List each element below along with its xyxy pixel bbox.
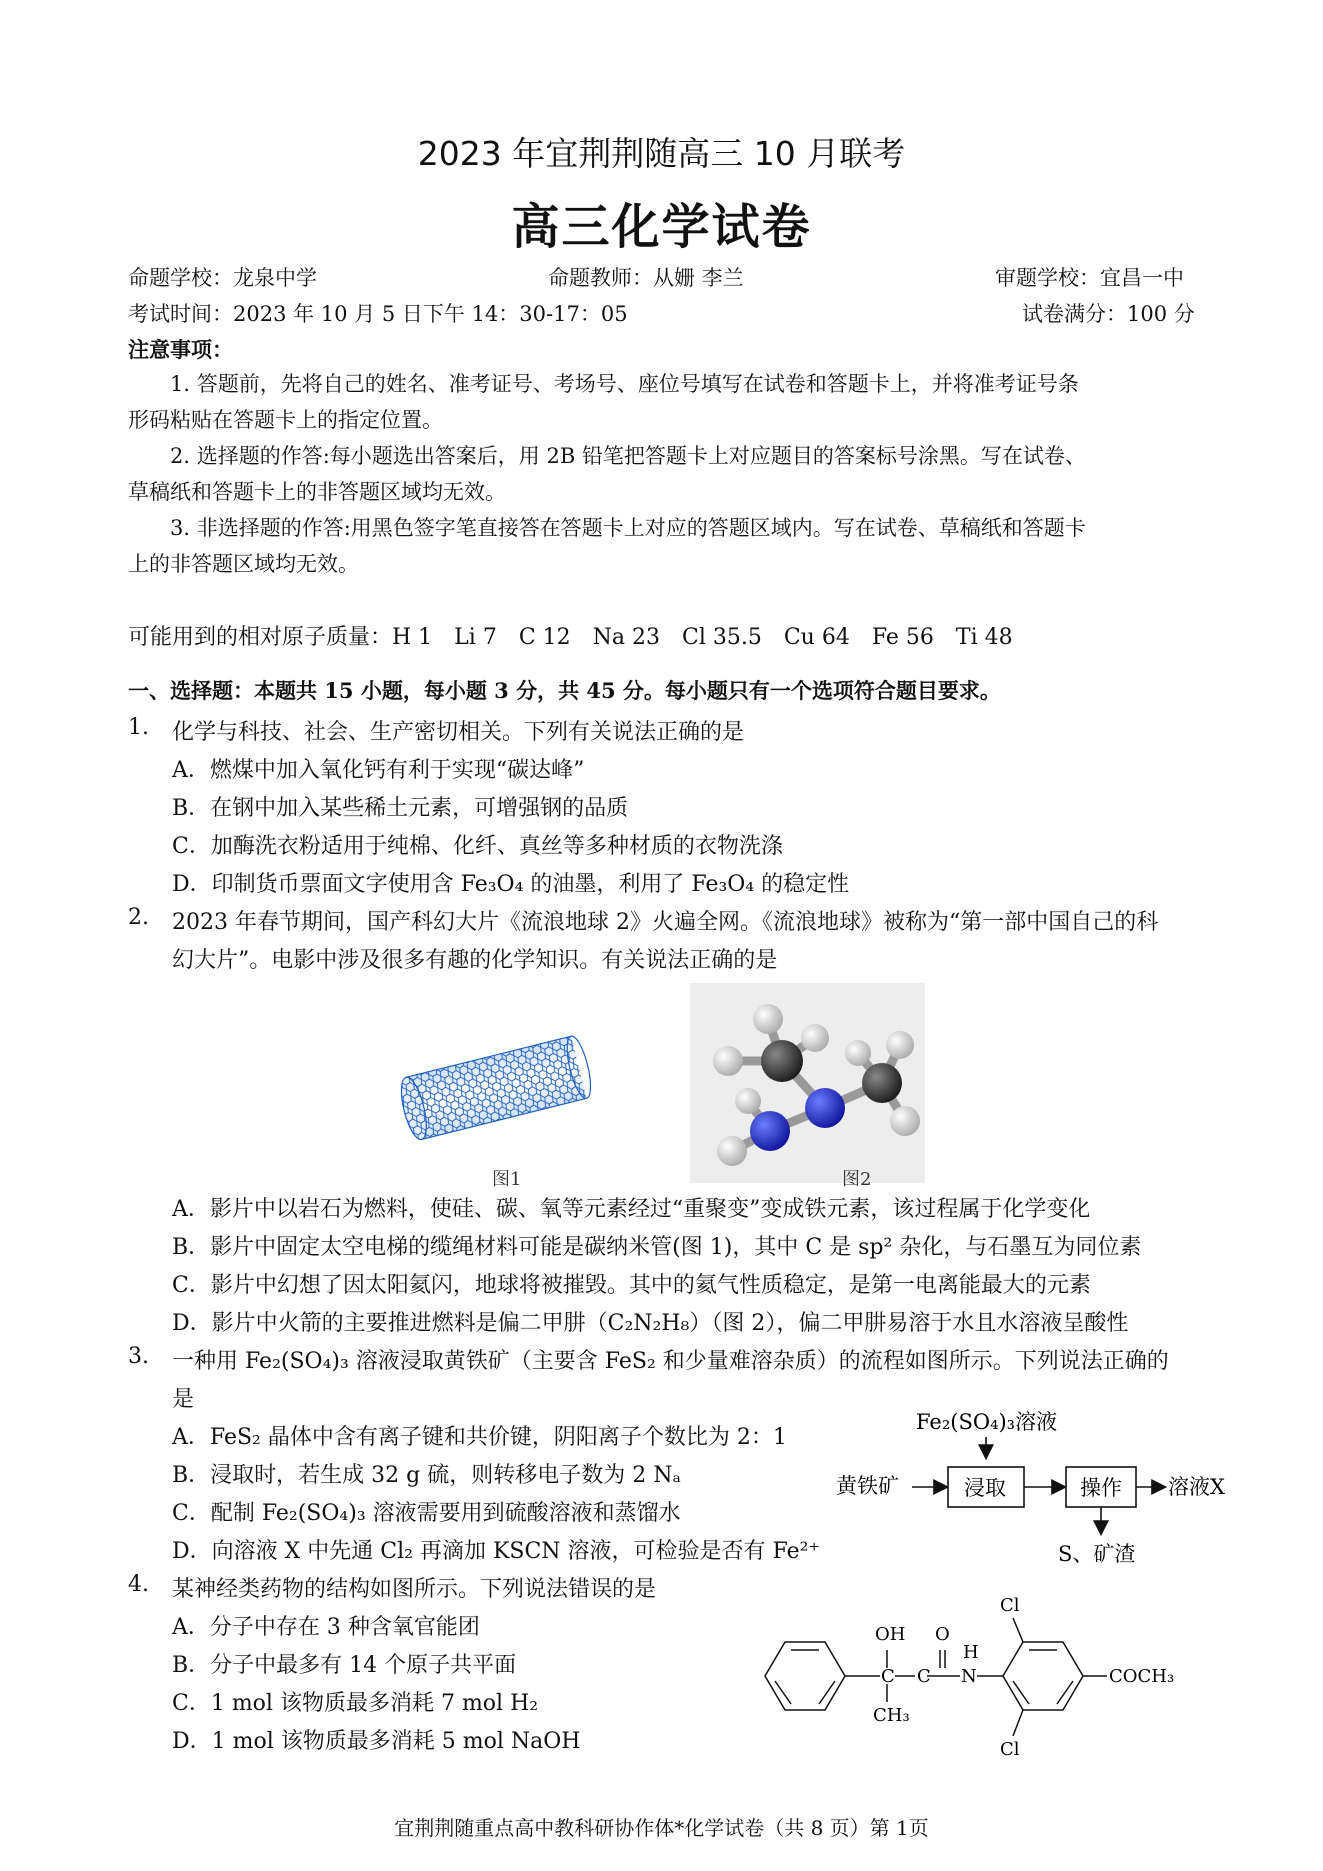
flow-input-label: 黄铁矿 <box>836 1474 899 1498</box>
carbon-nanotube-figure <box>400 1015 605 1165</box>
q1-option-b: B．在钢中加入某些稀土元素，可增强钢的品质 <box>172 796 629 821</box>
q2-option-d: D．影片中火箭的主要推进燃料是偏二甲肼（C₂N₂H₈）（图 2），偏二甲肼易溶于水且水溶液呈酸性 <box>172 1311 1129 1336</box>
figure-2-caption: 图2 <box>842 1169 872 1190</box>
molecule-figure <box>690 983 925 1183</box>
page-footer: 宜荆荆随重点高中教科研协作体*化学试卷（共 8 页）第 1页 <box>394 1816 929 1840</box>
q1-option-a: A．燃煤中加入氧化钙有利于实现“碳达峰” <box>172 758 585 783</box>
question-number: 1. <box>128 715 149 740</box>
q1-option-c: C．加酶洗衣粉适用于纯棉、化纤、真丝等多种材质的衣物洗涤 <box>172 834 783 859</box>
flow-step2-label: 操作 <box>1080 1476 1122 1500</box>
atomic-masses: 可能用到的相对原子质量：H 1 Li 7 C 12 Na 23 Cl 35.5 Cu 64 Fe 56 Ti 48 <box>128 625 1013 650</box>
flow-output-label: 溶液X <box>1168 1475 1225 1499</box>
question-3 <box>128 1344 1169 1374</box>
paper-title: 高三化学试卷 <box>511 199 812 255</box>
drug-structure-figure <box>755 1578 1215 1788</box>
chloro-bottom-label: Cl <box>1000 1739 1020 1760</box>
question-stem: 化学与科技、社会、生产密切相关。下列有关说法正确的是 <box>172 720 745 745</box>
carbonyl-carbon-label: C <box>917 1666 931 1687</box>
methyl-label: CH₃ <box>873 1705 910 1726</box>
flow-step1-label: 浸取 <box>964 1476 1006 1500</box>
q3-option-d: D．向溶液 X 中先通 Cl₂ 再滴加 KSCN 溶液，可检验是否有 Fe²⁺ <box>172 1539 821 1564</box>
notice-item-1-line2: 形码粘贴在答题卡上的指定位置。 <box>128 408 443 432</box>
q3-option-b: B．浸取时，若生成 32 g 硫，则转移电子数为 2 Nₐ <box>172 1463 681 1488</box>
setter-school: 命题学校：龙泉中学 <box>128 266 317 290</box>
question-stem-line2: 幻大片”。电影中涉及很多有趣的化学知识。有关说法正确的是 <box>172 948 778 973</box>
exam-title: 2023 年宜荆荆随高三 10 月联考 <box>417 134 906 173</box>
acetyl-label: COCH₃ <box>1109 1666 1175 1687</box>
figure-1-caption: 图1 <box>492 1169 522 1190</box>
section-1-heading: 一、选择题：本题共 15 小题，每小题 3 分，共 45 分。每小题只有一个选项符合题目要求。 <box>128 678 1001 703</box>
q4-option-a: A．分子中存在 3 种含氧官能团 <box>172 1615 480 1640</box>
q2-option-c: C．影片中幻想了因太阳氦闪，地球将被摧毁。其中的氦气性质稳定，是第一电离能最大的元素 <box>172 1273 1091 1298</box>
question-stem-line1: 2023 年春节期间，国产科幻大片《流浪地球 2》火遍全网。《流浪地球》被称为“第一部中国自己的科 <box>172 910 1159 935</box>
notice-item-3-line1: 3. 非选择题的作答:用黑色签字笔直接答在答题卡上对应的答题区域内。写在试卷、草稿纸和答题卡 <box>170 516 1086 540</box>
q3-option-c: C．配制 Fe₂(SO₄)₃ 溶液需要用到硫酸溶液和蒸馏水 <box>172 1501 681 1526</box>
q4-option-b: B．分子中最多有 14 个原子共平面 <box>172 1653 517 1678</box>
leaching-flow-diagram <box>828 1405 1258 1575</box>
question-number: 4. <box>128 1572 149 1597</box>
q4-option-d: D．1 mol 该物质最多消耗 5 mol NaOH <box>172 1729 581 1754</box>
notice-item-2-line1: 2. 选择题的作答:每小题选出答案后，用 2B 铅笔把答题卡上对应题目的答案标号涂黑。写在试卷、 <box>170 444 1086 468</box>
question-stem-line1: 一种用 Fe₂(SO₄)₃ 溶液浸取黄铁矿（主要含 FeS₂ 和少量难溶杂质）的流程如图所示。下列说法正确的 <box>172 1349 1169 1374</box>
q1-option-d: D．印制货币票面文字使用含 Fe₃O₄ 的油墨，利用了 Fe₃O₄ 的稳定性 <box>172 872 850 897</box>
notice-item-2-line2: 草稿纸和答题卡上的非答题区域均无效。 <box>128 480 506 504</box>
ball-and-stick-model <box>690 983 925 1183</box>
hydroxyl-label: OH <box>875 1624 906 1645</box>
flow-waste-label: S、矿渣 <box>1058 1542 1136 1566</box>
setter-teachers: 命题教师：从姗 李兰 <box>548 266 744 290</box>
question-number: 2. <box>128 905 149 930</box>
q2-option-a: A．影片中以岩石为燃料，使硅、碳、氧等元素经过“重聚变”变成铁元素，该过程属于化学变化 <box>172 1197 1091 1222</box>
review-school: 审题学校：宜昌一中 <box>995 266 1184 290</box>
flow-reagent-label: Fe₂(SO₄)₃溶液 <box>916 1410 1058 1434</box>
question-1 <box>128 715 745 745</box>
question-4 <box>128 1572 657 1602</box>
notice-heading: 注意事项： <box>128 337 233 362</box>
notice-item-3-line2: 上的非答题区域均无效。 <box>128 552 359 576</box>
amide-n-label: N <box>961 1666 977 1687</box>
notice-item-1-line1: 1. 答题前，先将自己的姓名、准考证号、考场号、座位号填写在试卷和答题卡上，并将准考证号条 <box>170 372 1079 396</box>
chloro-top-label: Cl <box>1000 1595 1020 1616</box>
q3-option-a: A．FeS₂ 晶体中含有离子键和共价键，阴阳离子个数比为 2：1 <box>172 1425 787 1450</box>
exam-time: 考试时间：2023 年 10 月 5 日下午 14：30-17：05 <box>128 302 628 326</box>
q4-option-c: C．1 mol 该物质最多消耗 7 mol H₂ <box>172 1691 539 1716</box>
q2-option-b: B．影片中固定太空电梯的缆绳材料可能是碳纳米管(图 1)，其中 C 是 sp² 杂化，与石墨互为同位素 <box>172 1235 1142 1260</box>
question-stem-line2: 是 <box>172 1387 195 1412</box>
question-stem: 某神经类药物的结构如图所示。下列说法错误的是 <box>172 1577 657 1602</box>
carbonyl-o-label: O <box>935 1624 950 1645</box>
alpha-carbon-label: C <box>881 1666 895 1687</box>
full-score: 试卷满分：100 分 <box>1022 302 1195 326</box>
question-number: 3. <box>128 1344 149 1369</box>
amide-h-label: H <box>963 1642 979 1663</box>
question-2 <box>128 905 1159 935</box>
